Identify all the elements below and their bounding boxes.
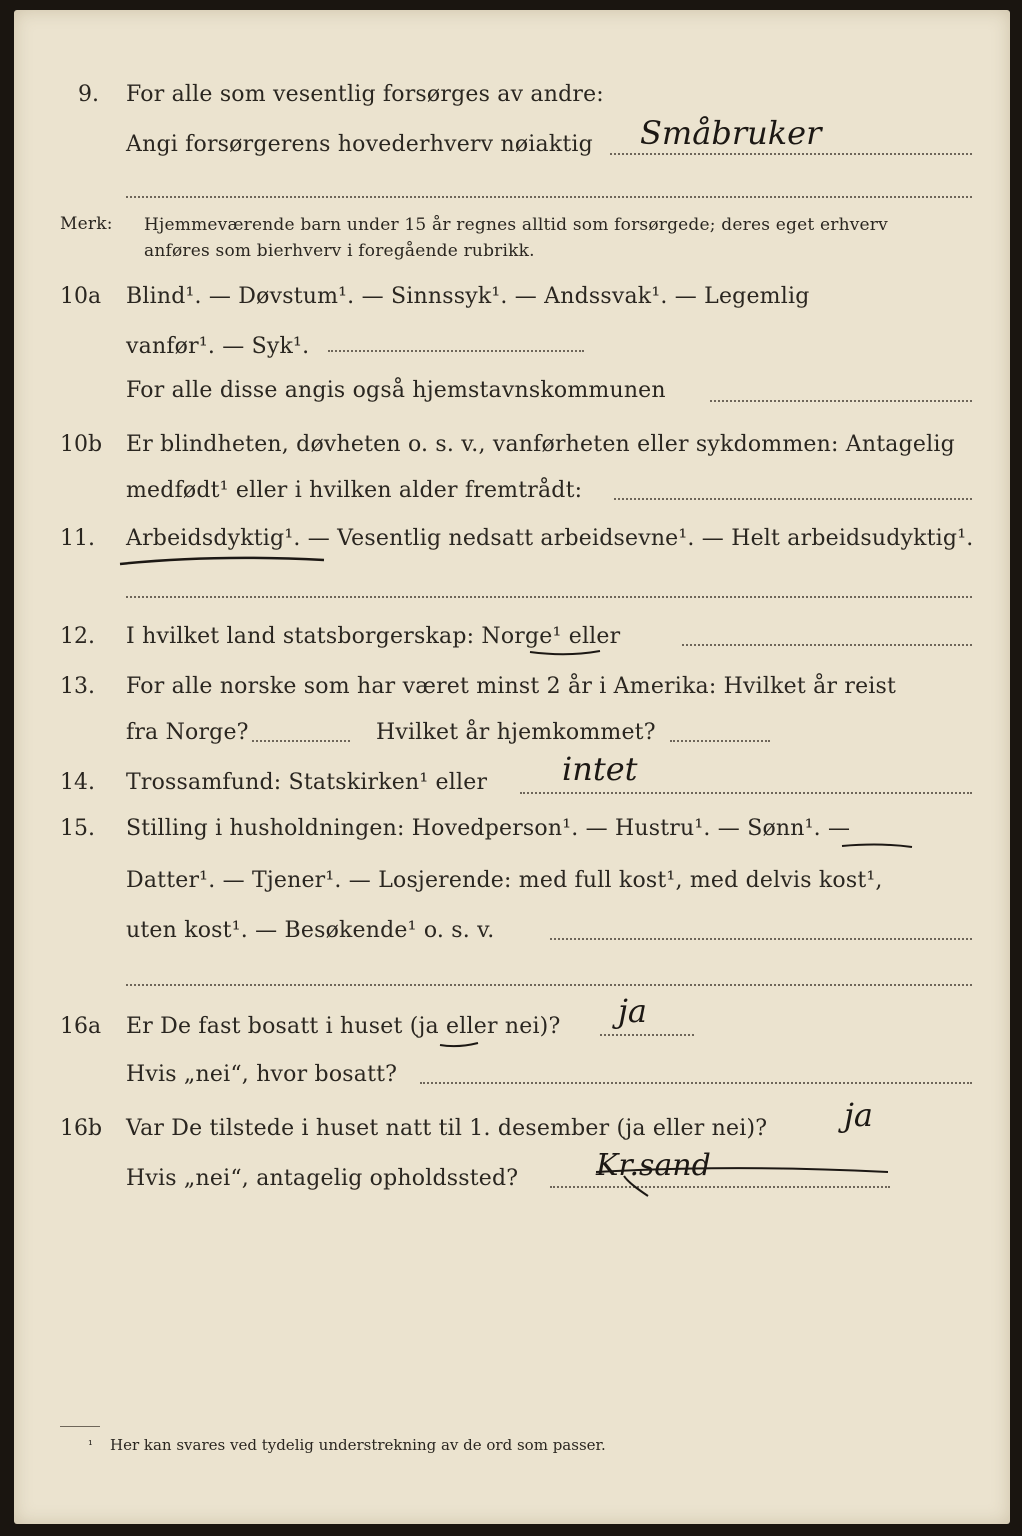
q10b-number: 10b: [60, 432, 103, 457]
q9-line2: Angi forsørgerens hovederhverv nøiaktig: [126, 132, 593, 157]
census-form-page: [14, 10, 1010, 1524]
q15-line3: uten kost¹. — Besøkende¹ o. s. v.: [126, 918, 495, 943]
q15-line1: Stilling i husholdningen: Hovedperson¹. — Hustru¹. — Sønn¹. —: [126, 816, 851, 841]
q16b-location-handwritten: Kr.sand: [596, 1148, 711, 1183]
q14-answer-handwritten: intet: [562, 750, 638, 788]
q16b-number: 16b: [60, 1116, 103, 1141]
q16a-answer-line: [600, 1034, 694, 1036]
q12-number: 12.: [60, 624, 95, 649]
q16a-residence-line: [420, 1082, 972, 1084]
q12-underline-mark: [528, 646, 604, 658]
q10b-line2: medfødt¹ eller i hvilken alder fremtrådt:: [126, 478, 583, 503]
q15-answer-line: [550, 938, 972, 940]
q9-number: 9.: [78, 82, 99, 107]
q11-line1: Arbeidsdyktig¹. — Vesentlig nedsatt arbeidsevne¹. — Helt arbeidsudyktig¹.: [126, 526, 974, 551]
footnote-text: Her kan svares ved tydelig understrekning av de ord som passer.: [110, 1436, 606, 1454]
q15-underline-mark: [840, 840, 916, 852]
q10a-number: 10a: [60, 284, 102, 309]
q16a-line2: Hvis „nei“, hvor bosatt?: [126, 1062, 398, 1087]
q9-answer-handwritten: Småbruker: [640, 114, 822, 152]
q10a-answer-line: [328, 350, 584, 352]
q14-line1: Trossamfund: Statskirken¹ eller: [126, 770, 488, 795]
q14-answer-line: [520, 792, 972, 794]
q14-number: 14.: [60, 770, 95, 795]
q10a-line2: vanfør¹. — Syk¹.: [126, 334, 310, 359]
q10a-line3: For alle disse angis også hjemstavnskommunen: [126, 378, 666, 403]
q13-line1: For alle norske som har været minst 2 år i Amerika: Hvilket år reist: [126, 674, 897, 699]
q15-line2: Datter¹. — Tjener¹. — Losjerende: med full kost¹, med delvis kost¹,: [126, 868, 883, 893]
q16b-line1: Var De tilstede i huset natt til 1. desember (ja eller nei)?: [126, 1116, 768, 1141]
q12-answer-line: [682, 644, 972, 646]
q16a-number: 16a: [60, 1014, 102, 1039]
merk-line2: anføres som bierhverv i foregående rubrikk.: [144, 241, 535, 261]
q10b-line1: Er blindheten, døvheten o. s. v., vanførheten eller sykdommen: Antagelig: [126, 432, 955, 457]
q10b-answer-line: [614, 498, 972, 500]
merk-label: Merk:: [60, 214, 113, 234]
q15-extra-line: [126, 984, 972, 986]
merk-line1: Hjemmeværende barn under 15 år regnes alltid som forsørgede; deres eget erhverv: [144, 215, 888, 235]
footnote-rule: [60, 1426, 100, 1427]
q16b-answer-handwritten: ja: [844, 1096, 873, 1134]
q13-left-answer-line: [252, 740, 350, 742]
q13-line2a: fra Norge?: [126, 720, 249, 745]
q9-line1: For alle som vesentlig forsørges av andre:: [126, 82, 604, 107]
q16b-handwriting-strokes: [588, 1150, 898, 1210]
q9-extra-line: [126, 196, 972, 198]
q16a-underline-mark: [438, 1038, 480, 1050]
q13-line2b: Hvilket år hjemkommet?: [376, 720, 656, 745]
q10a-line1: Blind¹. — Døvstum¹. — Sinnssyk¹. — Andssvak¹. — Legemlig: [126, 284, 810, 309]
q11-extra-line: [126, 596, 972, 598]
q15-number: 15.: [60, 816, 95, 841]
footnote-mark: ¹: [88, 1438, 93, 1452]
q16a-answer-handwritten: ja: [618, 992, 647, 1030]
q9-answer-line: [610, 153, 972, 155]
q12-line1: I hvilket land statsborgerskap: Norge¹ eller: [126, 624, 621, 649]
q13-number: 13.: [60, 674, 95, 699]
q10a-hometown-line: [710, 400, 972, 402]
q11-number: 11.: [60, 526, 95, 551]
q13-returned-answer-line: [670, 740, 770, 742]
q11-underline-mark: [118, 550, 328, 570]
q16b-line2: Hvis „nei“, antagelig opholdssted?: [126, 1166, 519, 1191]
q16a-line1: Er De fast bosatt i huset (ja eller nei)?: [126, 1014, 561, 1039]
